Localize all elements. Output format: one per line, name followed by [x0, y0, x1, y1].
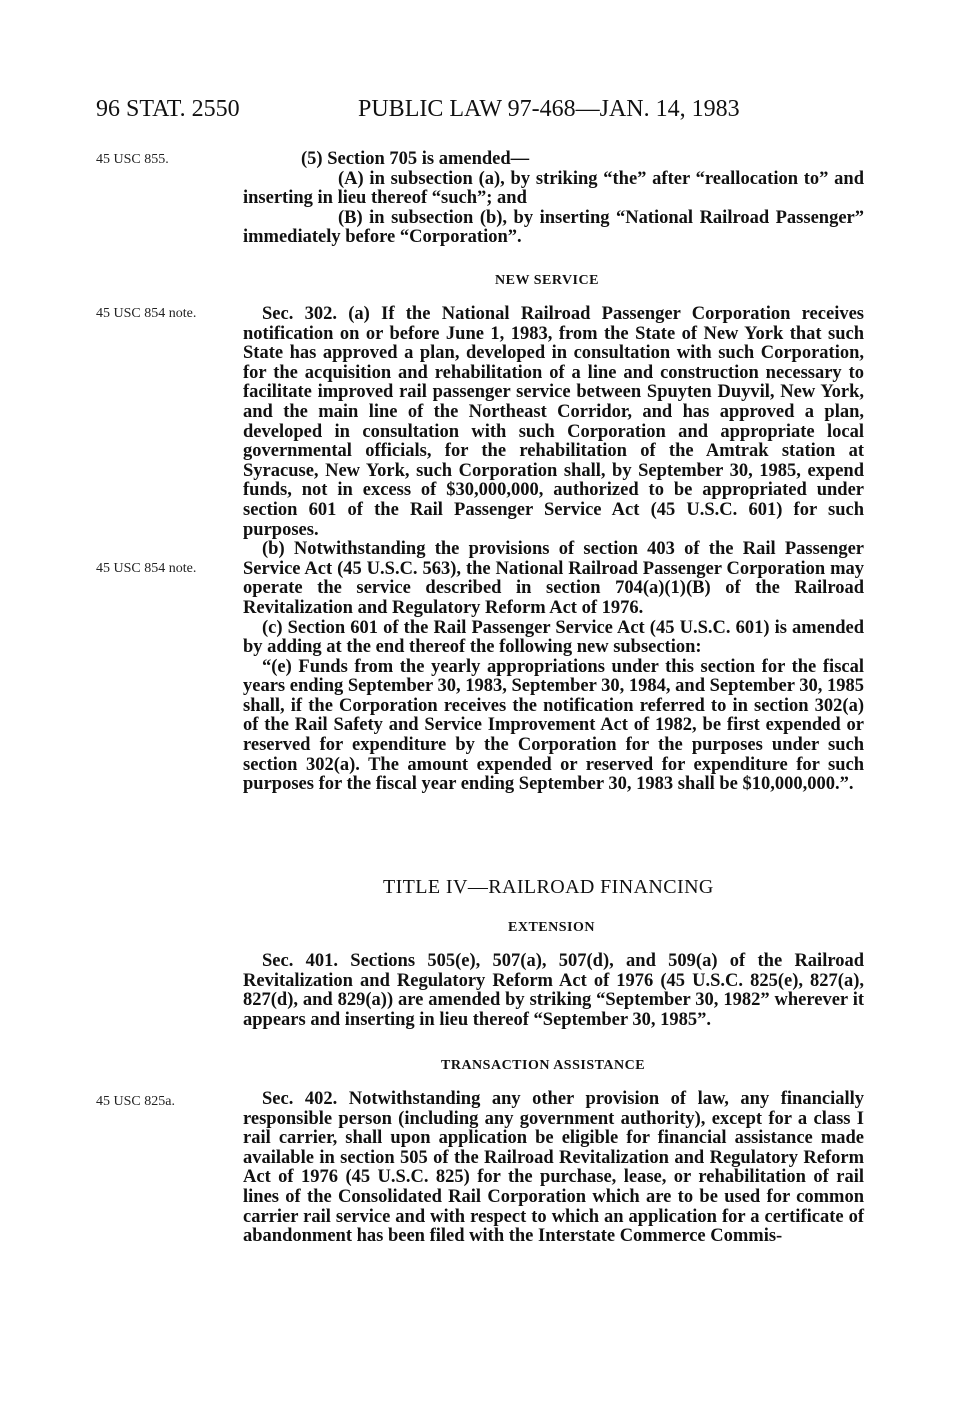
sec-302-c: (c) Section 601 of the Rail Passenger Service Act (45 U.S.C. 601) is amended by adding at the end thereof the following new subsection:: [243, 617, 864, 658]
sec-601-e: “(e) Funds from the yearly appropriations under this section for the fiscal years ending September 30, 1983, September 30, 1984, and September 30, 1985 shall, if the Corporation receives the notification referred to in section 302(a) of the Rail Safety and Service Improvement Act of 1982, be first expended or reserved for expenditure by the Corporation for the purposes under such section 302(a). The amount expended or reserved for expenditure for such purposes for the fiscal year ending September 30, 1983 shall be $10,000,000.”.: [243, 656, 864, 795]
page-header: [96, 96, 756, 132]
sec-402-text: Sec. 402. Notwithstanding any other provision of law, any financially responsible person (including any government authority), except for a class I rail carrier, shall upon application be eligible for financial assistance made available in section 505 of the Railroad Revitalization and Regulatory Reform Act of 1976 (45 U.S.C. 825) for the purchase, lease, or rehabilitation of rail lines of the Consolidated Rail Corporation which are to be used for common carrier rail service and with respect to which an application for a certificate of abandonment has been filed with the Interstate Commerce Commis-: [243, 1089, 864, 1247]
section-705-intro: (5) Section 705 is amended—: [301, 149, 530, 169]
new-service-heading: NEW SERVICE: [495, 273, 599, 288]
sec-302-b: (b) Notwithstanding the provisions of section 403 of the Rail Passenger Service Act (45 U.S.C. 563), the National Railroad Passenger Corporation may operate the service described in section 704(a)(1)(B) of the Railroad Revitalization and Regulatory Reform Act of 1976.: [243, 539, 864, 618]
margin-note-825a: 45 USC 825a.: [96, 1094, 175, 1109]
sec-302-a: Sec. 302. (a) If the National Railroad Passenger Corporation receives notification on or before June 1, 1983, from the State of New York that such State has approved a plan, developed in consultation with such Corporation, for the acquisition and rehabilitation of a line and construction necessary to facilitate improved rail passenger service between Spuyten Duyvil, New York, and the main line of the Northeast Corridor, and has approved a plan, developed in consultation with such Corporation and appropriate local governmental officials, for the rehabilitation of the Amtrak station at Syracuse, New York, such Corporation shall, by September 30, 1985, expend funds, not in excess of $30,000,000, authorized to be appropriated under section 601 of the Rail Passenger Service Act (45 U.S.C. 601) for such purposes.: [243, 304, 864, 540]
transaction-heading: TRANSACTION ASSISTANCE: [441, 1058, 646, 1073]
sec-401-text: Sec. 401. Sections 505(e), 507(a), 507(d), and 509(a) of the Railroad Revitalization and Regulatory Reform Act of 1976 (45 U.S.C. 825(e), 827(a), 827(d), and 829(a)) are amended by striking “September 30, 1982” wherever it appears and inserting in lieu thereof “September 30, 1985”.: [243, 951, 864, 1030]
section-705-b: (B) in subsection (b), by inserting “National Railroad Passenger” immediately before “Corporation”.: [243, 207, 864, 248]
margin-note-854-a: 45 USC 854 note.: [96, 306, 197, 321]
stat-citation: 96 STAT. 2550: [96, 96, 240, 122]
section-705-a: (A) in subsection (a), by striking “the” after “reallocation to” and inserting in lieu thereof “such”; and: [243, 168, 864, 209]
sec-302-block: [243, 305, 864, 795]
margin-note-855: 45 USC 855.: [96, 152, 169, 167]
extension-heading: EXTENSION: [508, 920, 595, 935]
title-iv-heading: TITLE IV—RAILROAD FINANCING: [383, 876, 714, 898]
section-705-block: [243, 150, 864, 248]
margin-note-854-b: 45 USC 854 note.: [96, 561, 197, 576]
sec-402-block: [243, 1090, 864, 1247]
law-title: PUBLIC LAW 97-468—JAN. 14, 1983: [358, 96, 740, 122]
sec-401-block: [243, 952, 864, 1030]
